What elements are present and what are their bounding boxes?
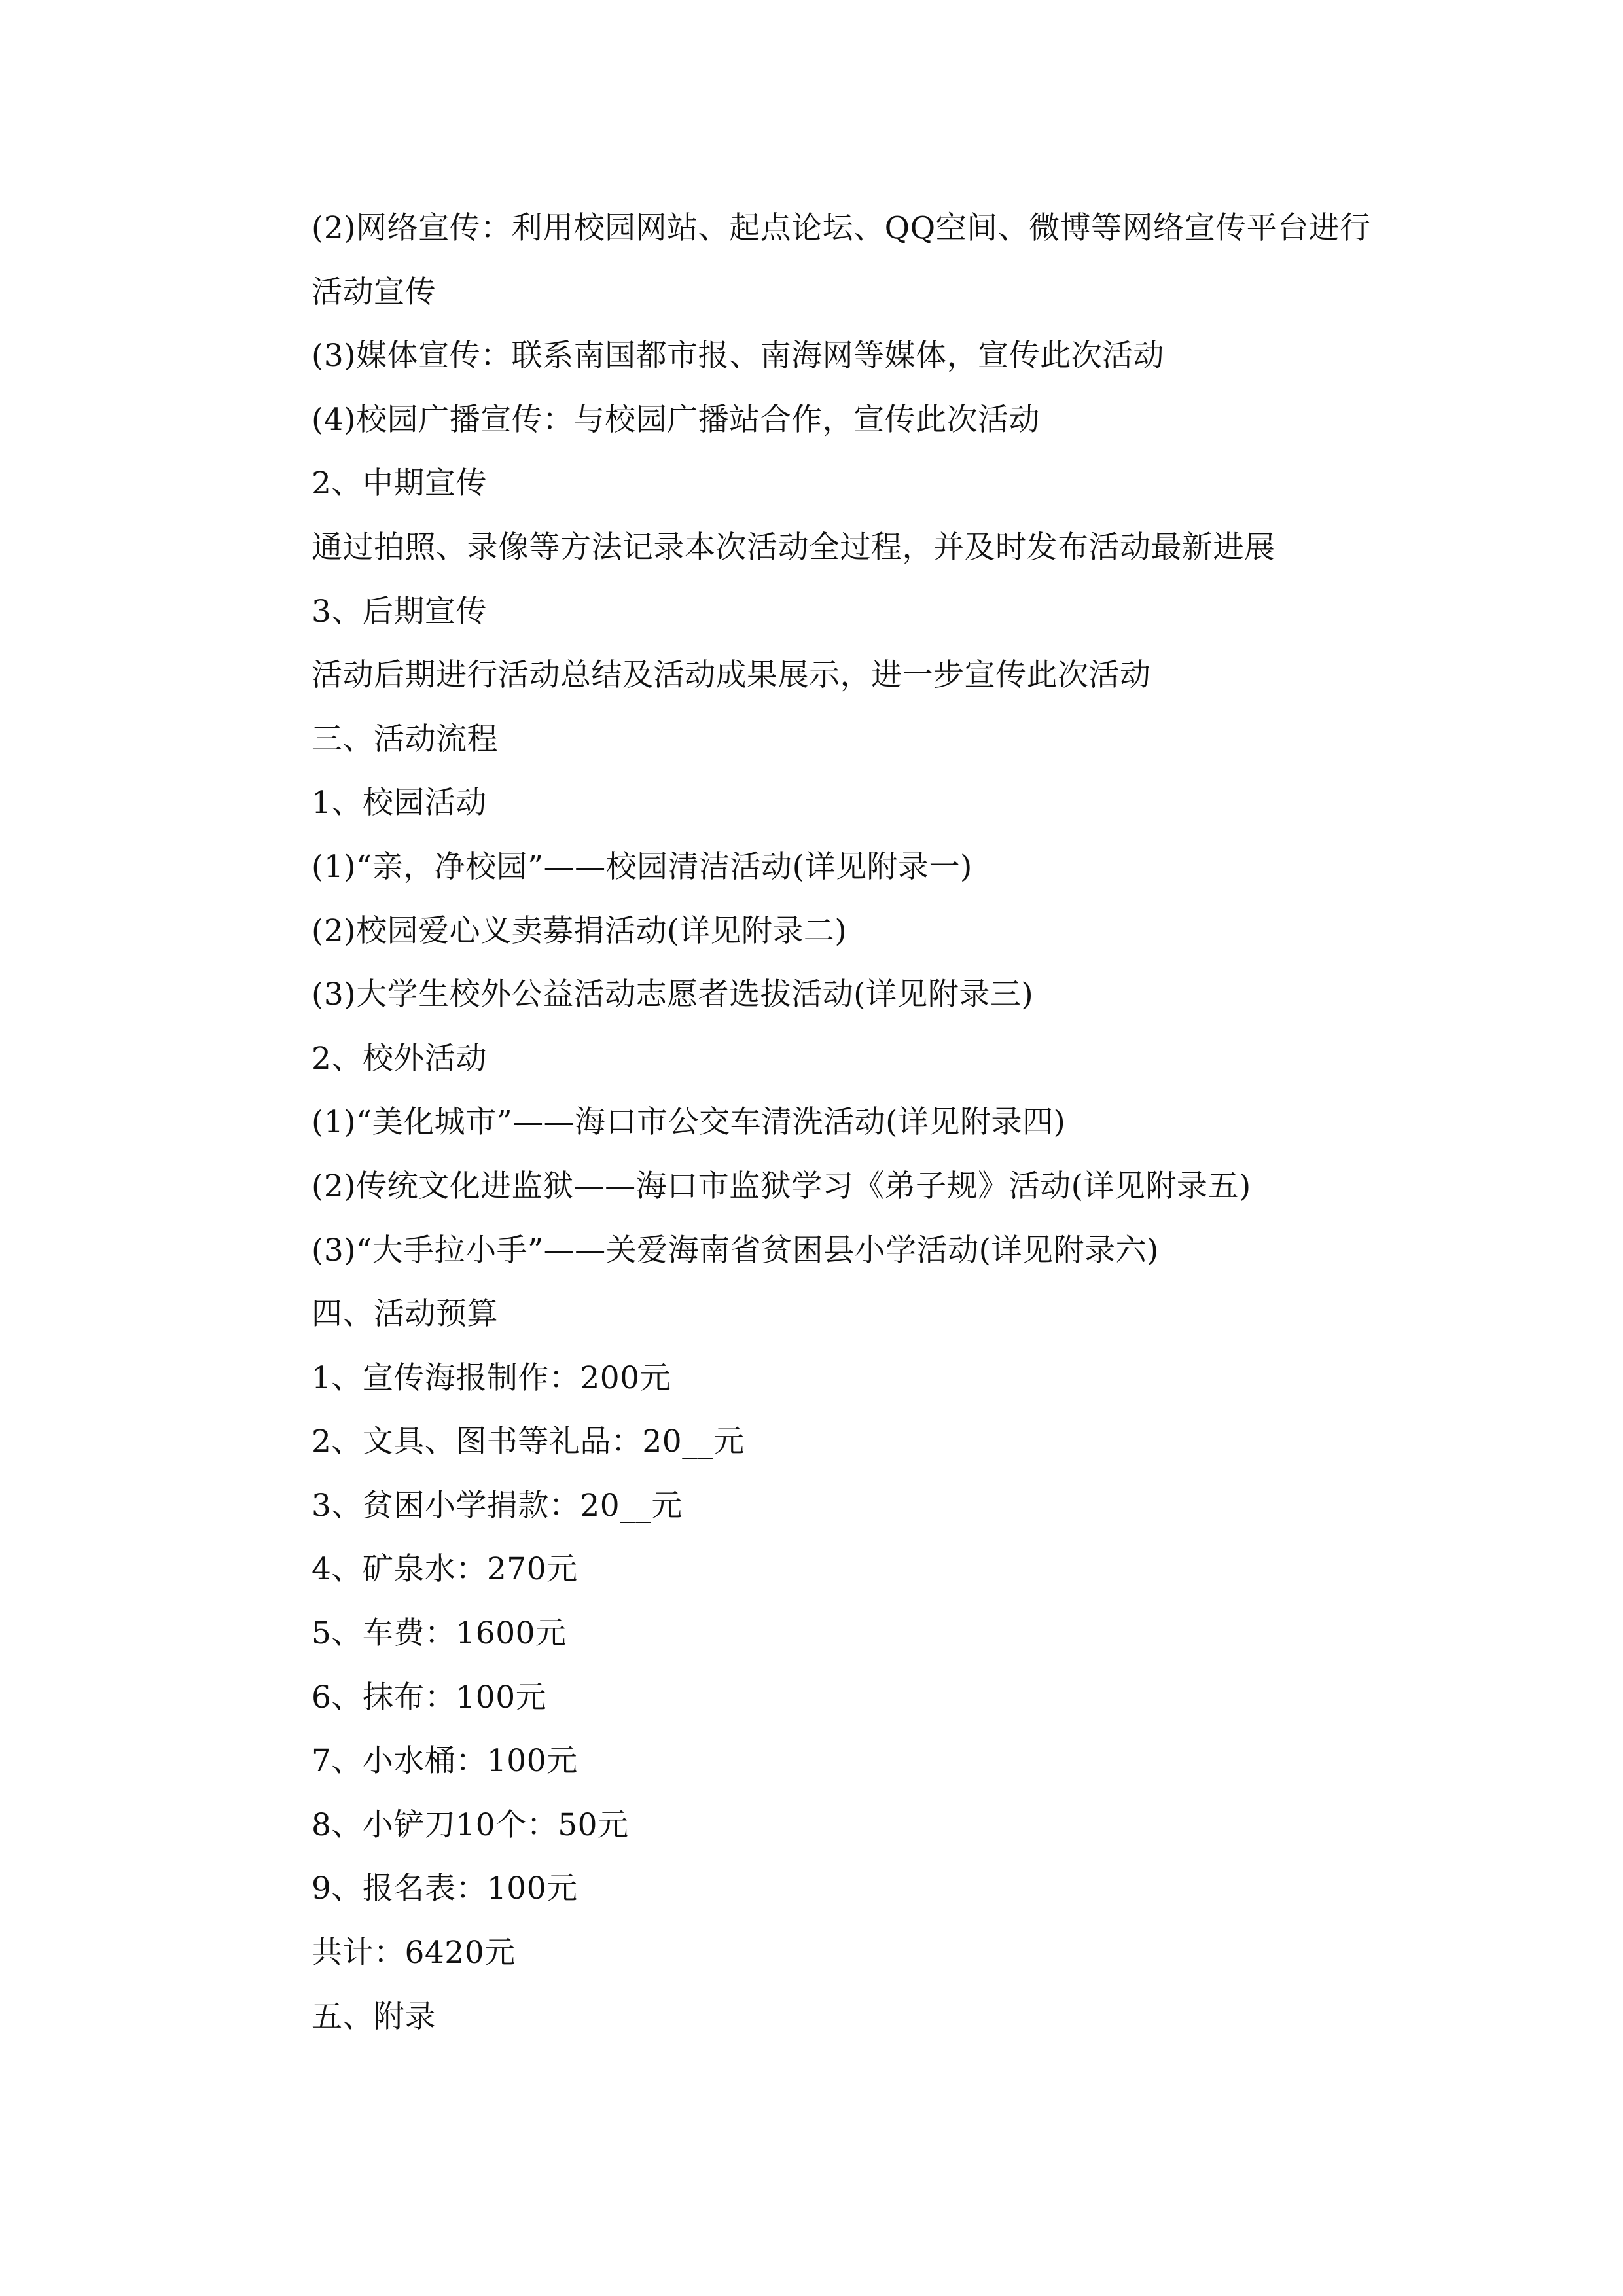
section-heading-appendix: 五、附录 — [312, 1998, 436, 2035]
heading-campus-activities: 1、校园活动 — [312, 785, 487, 821]
list-item-school-care: (3)“大手拉小手”——关爱海南省贫困县小学活动(详见附录六) — [312, 1232, 1159, 1268]
budget-item-forms: 9、报名表：100元 — [312, 1871, 578, 1907]
list-item-bus-cleaning: (1)“美化城市”——海口市公交车清洗活动(详见附录四) — [312, 1104, 1066, 1141]
heading-mid-term-promotion: 2、中期宣传 — [312, 465, 487, 502]
paragraph-campus-radio-promotion: (4)校园广播宣传：与校园广播站合作，宣传此次活动 — [312, 401, 1041, 438]
budget-item-gifts: 2、文具、图书等礼品：20__元 — [312, 1424, 745, 1460]
paragraph-mid-term-details: 通过拍照、录像等方法记录本次活动全过程，并及时发布活动最新进展 — [312, 529, 1275, 565]
heading-late-promotion: 3、后期宣传 — [312, 593, 487, 630]
section-heading-activity-process: 三、活动流程 — [312, 721, 498, 757]
paragraph-late-promotion-details: 活动后期进行活动总结及活动成果展示，进一步宣传此次活动 — [312, 657, 1151, 694]
budget-item-posters: 1、宣传海报制作：200元 — [312, 1359, 671, 1396]
document-body — [246, 196, 1398, 2049]
budget-item-buckets: 7、小水桶：100元 — [312, 1743, 578, 1780]
budget-item-transport: 5、车费：1600元 — [312, 1615, 567, 1652]
budget-item-cloths: 6、抹布：100元 — [312, 1679, 547, 1715]
paragraph-network-promotion: (2)网络宣传：利用校园网站、起点论坛、QQ空间、微博等网络宣传平台进行活动宣传 — [312, 210, 1371, 310]
budget-total: 共计：6420元 — [312, 1935, 516, 1971]
list-item-campus-cleaning: (1)“亲，净校园”——校园清洁活动(详见附录一) — [312, 848, 972, 885]
list-item-prison-culture: (2)传统文化进监狱——海口市监狱学习《弟子规》活动(详见附录五) — [312, 1168, 1251, 1204]
list-item-volunteer-selection: (3)大学生校外公益活动志愿者选拔活动(详见附录三) — [312, 977, 1034, 1013]
list-item-charity-sale: (2)校园爱心义卖募捐活动(详见附录二) — [312, 912, 847, 949]
budget-item-scrapers: 8、小铲刀10个：50元 — [312, 1806, 629, 1843]
budget-item-donation: 3、贫困小学捐款：20__元 — [312, 1487, 683, 1524]
paragraph-media-promotion: (3)媒体宣传：联系南国都市报、南海网等媒体，宣传此次活动 — [312, 338, 1165, 374]
section-heading-budget: 四、活动预算 — [312, 1296, 498, 1333]
heading-off-campus-activities: 2、校外活动 — [312, 1040, 487, 1077]
budget-item-water: 4、矿泉水：270元 — [312, 1551, 578, 1588]
